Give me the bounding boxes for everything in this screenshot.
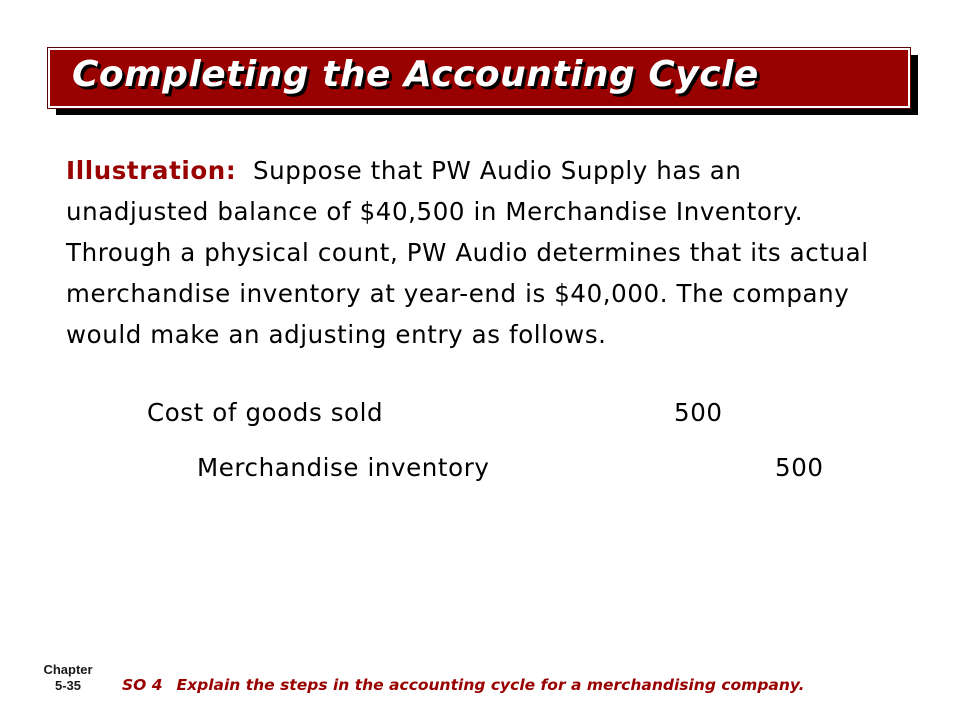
illustration-label: Illustration: <box>66 156 237 185</box>
illustration-line-4: merchandise inventory at year-end is $40,000. The company <box>66 279 850 308</box>
credit-amount: 500 <box>775 453 824 482</box>
study-objective-footer <box>122 676 804 694</box>
illustration-line-2: unadjusted balance of $40,500 in Merchandise Inventory. <box>66 197 804 226</box>
illustration-paragraph <box>66 150 946 355</box>
debit-amount: 500 <box>674 398 723 427</box>
debit-account: Cost of goods sold <box>147 398 384 427</box>
chapter-number <box>28 662 108 694</box>
chapter-page: 5-35 <box>54 678 82 693</box>
illustration-line-5: would make an adjusting entry as follows. <box>66 320 607 349</box>
title-bar <box>48 48 910 108</box>
chapter-label: Chapter <box>43 662 93 677</box>
credit-account: Merchandise inventory <box>197 453 490 482</box>
illustration-text-1: Suppose that PW Audio Supply has an <box>253 156 742 185</box>
illustration-line-1 <box>66 150 946 191</box>
study-objective-label: SO 4 <box>122 676 163 694</box>
illustration-line-3: Through a physical count, PW Audio determines that its actual <box>66 238 869 267</box>
slide-title: Completing the Accounting Cycle <box>72 54 759 95</box>
study-objective-text: Explain the steps in the accounting cycle for a merchandising company. <box>176 676 805 694</box>
